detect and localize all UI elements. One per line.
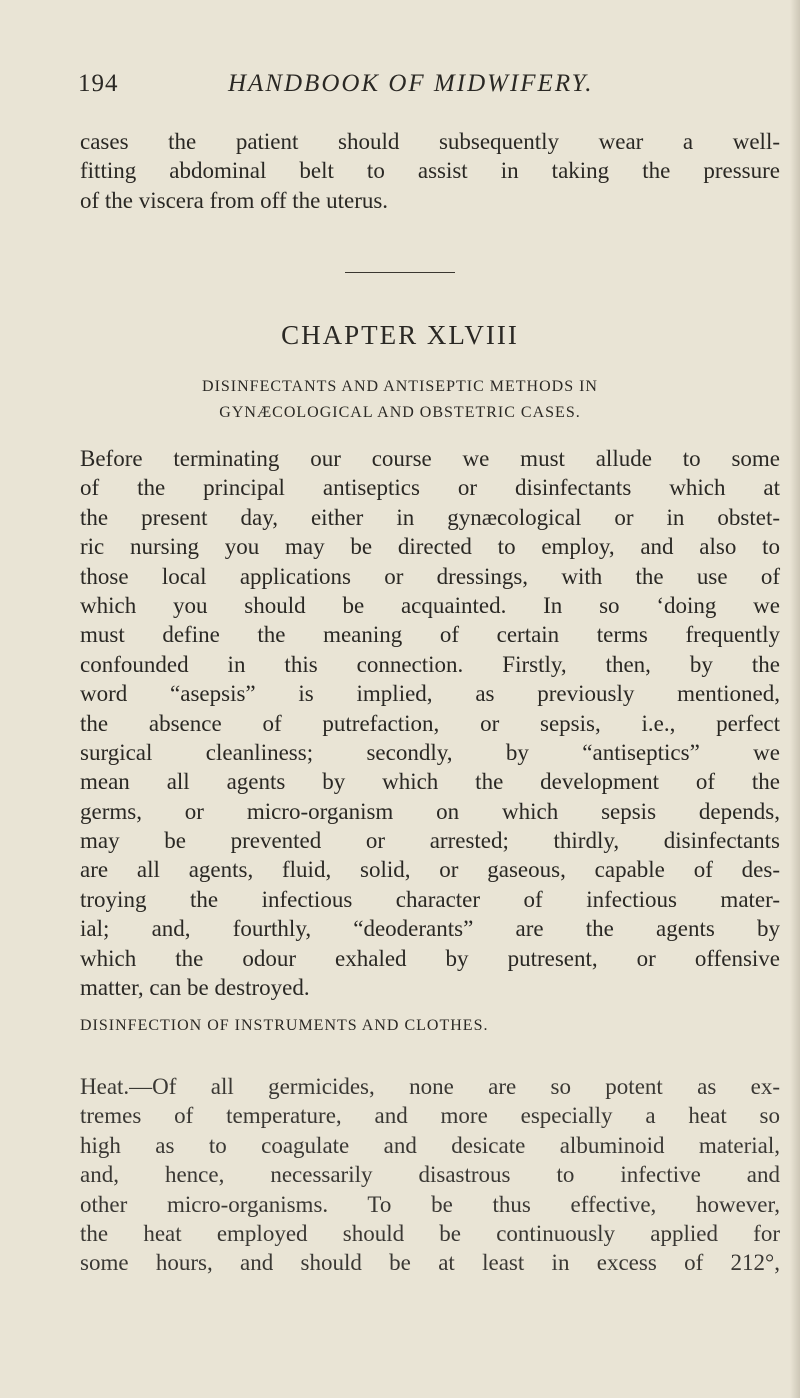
text-line: ric nursing you may be directed to employ, and also to [80,534,780,560]
text-line: troying the infectious character of infectious mater- [80,886,780,912]
intro-paragraph [80,127,780,215]
text-line: Heat.—Of all germicides, none are so potent as ex- [80,1074,780,1099]
text-line: the present day, either in gynæcological or in obstet- [80,504,780,530]
page-edge-shadow [790,0,800,1398]
text-line: the heat employed should be continuously applied for [80,1220,780,1246]
text-line: must define the meaning of certain terms frequently [80,622,780,648]
text-line: ial; and, fourthly, “deoderants” are the agents by [80,916,780,942]
text-line: word “asepsis” is implied, as previously mentioned, [80,681,780,707]
text-line: those local applications or dressings, with the use of [80,563,780,589]
text-line: cases the patient should subsequently wear a well- [80,129,780,154]
section-divider [345,272,455,273]
chapter-subtitle-line: GYNÆCOLOGICAL AND OBSTETRIC CASES. [219,404,581,421]
text-line: surgical cleanliness; secondly, by “antiseptics” we [80,739,780,765]
main-paragraph [80,444,780,1002]
text-line: which you should be acquainted. In so ‘doing we [80,592,780,618]
text-line: germs, or micro-organism on which sepsis depends, [80,798,780,824]
running-head [78,60,778,100]
text-line: fitting abdominal belt to assist in taking the pressure [80,158,780,184]
chapter-subtitle-line: DISINFECTANTS AND ANTISEPTIC METHODS IN [202,378,598,395]
text-line: mean all agents by which the development of the [80,769,780,795]
text-line: tremes of temperature, and more especially a heat so [80,1103,780,1129]
text-line: the absence of putrefaction, or sepsis, i.e., perfect [80,710,780,736]
book-title: HANDBOOK OF MIDWIFERY. [228,70,594,97]
text-line: may be prevented or arrested; thirdly, disinfectants [80,828,780,854]
text-line: some hours, and should be at least in excess of 212°, [80,1250,780,1276]
text-line: high as to coagulate and desicate albuminoid material, [80,1132,780,1158]
text-line: matter, can be destroyed. [80,975,310,1001]
text-line: other micro-organisms. To be thus effective, however, [80,1191,780,1217]
chapter-heading: CHAPTER XLVIII [281,320,519,350]
chapter-subtitle [0,374,800,426]
page-number: 194 [78,70,119,97]
text-line: of the viscera from off the uterus. [80,187,389,213]
text-line: are all agents, fluid, solid, or gaseous, capable of des- [80,857,780,883]
text-line: of the principal antiseptics or disinfectants which at [80,475,780,501]
heat-paragraph [80,1072,780,1278]
text-line: Before terminating our course we must allude to some [80,446,780,471]
text-line: and, hence, necessarily disastrous to infective and [80,1162,780,1188]
text-line: which the odour exhaled by putresent, or offensive [80,945,780,971]
text-line: confounded in this connection. Firstly, then, by the [80,651,780,677]
section-heading: DISINFECTION OF INSTRUMENTS AND CLOTHES. [80,1017,489,1034]
